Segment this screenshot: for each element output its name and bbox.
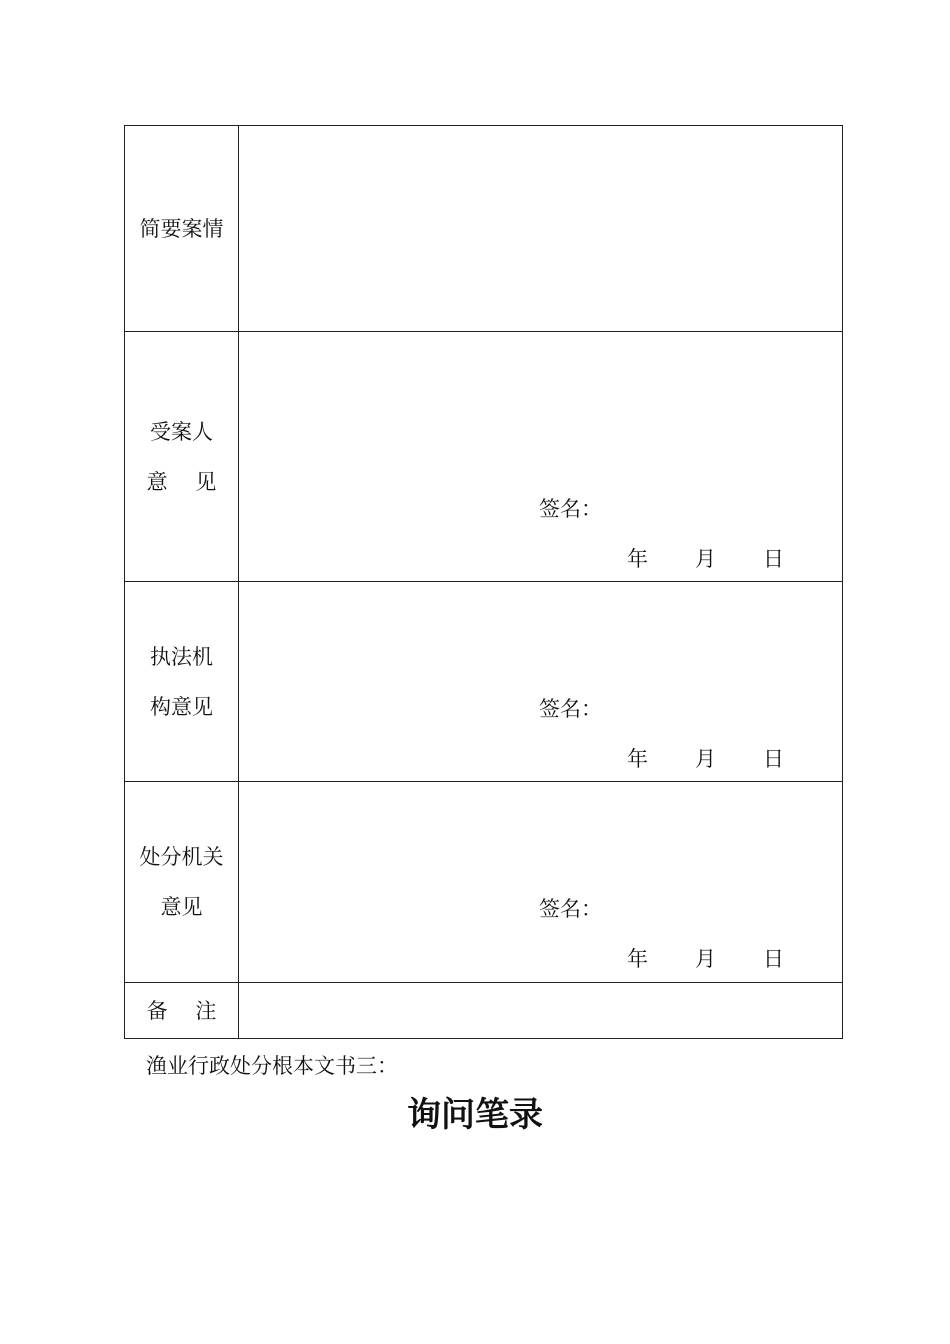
remarks-label-text: 备 注: [146, 998, 217, 1023]
party-opinion-row: [125, 332, 843, 582]
authority-opinion-row: [125, 782, 843, 983]
enforcement-date-day: 日: [763, 747, 784, 771]
authority-opinion-content[interactable]: [239, 782, 843, 983]
case-approval-form-table: [124, 125, 843, 1039]
authority-signature-label: 签名：: [539, 897, 602, 921]
enforcement-opinion-row: [125, 582, 843, 782]
party-opinion-label-line-1: 受案人: [150, 419, 213, 444]
enforcement-signature-label: 签名：: [539, 697, 602, 721]
enforcement-opinion-label-line-2: 构意见: [150, 694, 213, 719]
remarks-row: [125, 983, 843, 1039]
inquiry-record-title: 询问笔录: [407, 1095, 543, 1135]
authority-opinion-label-line-1: 处分机关: [139, 845, 224, 869]
root-document-label: 渔业行政处分根本文书三：: [146, 1054, 398, 1078]
party-date-year: 年: [627, 547, 648, 571]
enforcement-date-month: 月: [695, 747, 716, 771]
authority-date-day: 日: [763, 947, 784, 971]
case-summary-label-text: 简要案情: [139, 216, 224, 241]
party-opinion-content[interactable]: [239, 332, 843, 582]
authority-date-month: 月: [695, 947, 716, 971]
remarks-label: [125, 983, 239, 1039]
case-summary-content[interactable]: [239, 126, 843, 332]
enforcement-opinion-label-line-1: 执法机: [150, 644, 213, 669]
party-signature-label: 签名：: [539, 497, 602, 521]
enforcement-date-year: 年: [627, 747, 648, 771]
case-summary-row: [125, 126, 843, 332]
party-opinion-label-line-2: 意 见: [146, 469, 217, 494]
enforcement-opinion-content[interactable]: [239, 582, 843, 782]
party-date-month: 月: [695, 547, 716, 571]
party-date-day: 日: [763, 547, 784, 571]
case-summary-label: [125, 126, 239, 332]
party-opinion-label: [125, 332, 239, 582]
authority-date-year: 年: [627, 947, 648, 971]
remarks-content[interactable]: [239, 983, 843, 1039]
authority-opinion-label-line-2: 意见: [160, 895, 203, 919]
authority-opinion-label: [125, 782, 239, 983]
enforcement-opinion-label: [125, 582, 239, 782]
